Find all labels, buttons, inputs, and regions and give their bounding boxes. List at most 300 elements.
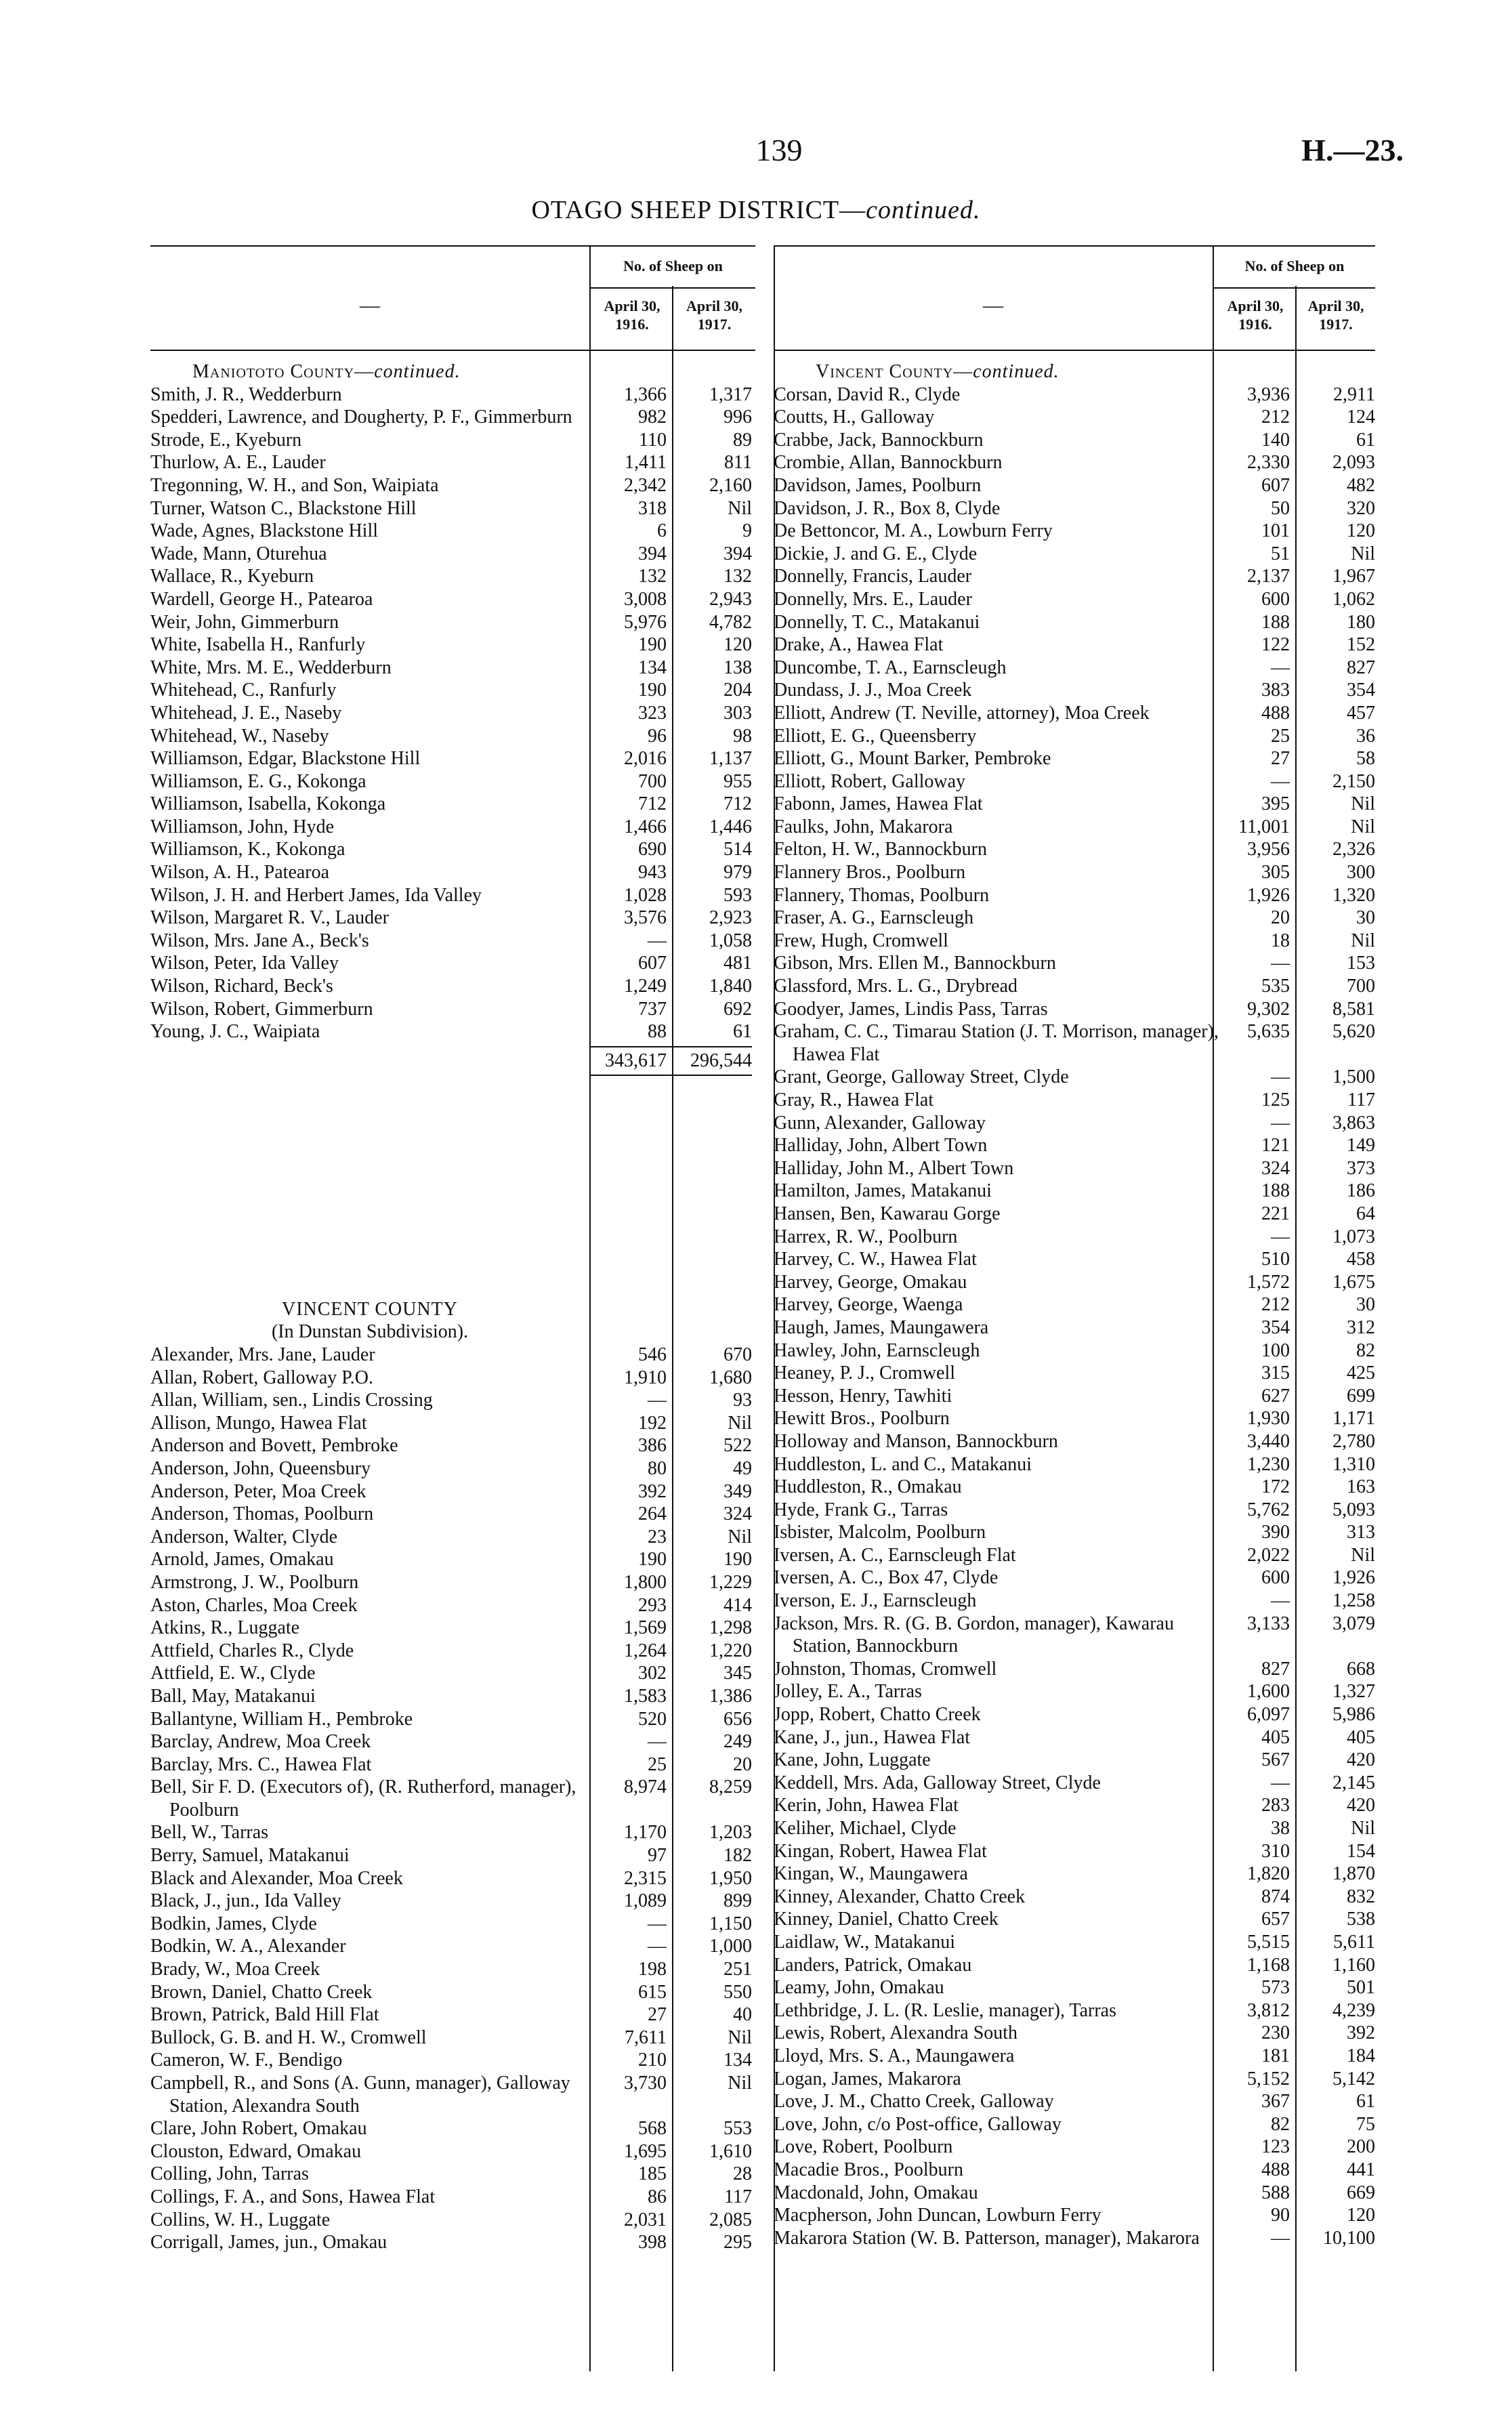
row-name: Whitehead, J. E., Naseby [150, 702, 342, 724]
sheep-1917: 61 [1356, 429, 1375, 451]
row-name: Anderson and Bovett, Pembroke [150, 1435, 398, 1457]
sheep-1916: 82 [1271, 2113, 1290, 2135]
sheep-1917: 1,137 [709, 748, 752, 770]
row-name: Love, Robert, Poolburn [774, 2136, 953, 2158]
table-row [150, 1503, 755, 1526]
table-row [150, 1708, 755, 1731]
row-name: Harrex, R. W., Poolburn [774, 1226, 958, 1247]
sheep-1917: 1,058 [709, 930, 752, 951]
sheep-1916: 90 [1271, 2205, 1290, 2226]
sheep-1916: 121 [1261, 1135, 1290, 1157]
sheep-1917: 1,160 [1332, 1954, 1375, 1976]
table-row [774, 1362, 1375, 1385]
sheep-1917: 98 [733, 725, 752, 747]
sheep-1917: 2,911 [1333, 383, 1375, 405]
sheep-1916: 185 [638, 2163, 667, 2185]
row-name: Love, John, c/o Post-office, Galloway [774, 2113, 1062, 2135]
table-row [150, 702, 755, 725]
sheep-1917: 64 [1356, 1203, 1375, 1224]
table-row [150, 2049, 755, 2072]
sheep-1916: 1,930 [1247, 1408, 1290, 1430]
row-name: Crabbe, Jack, Bannockburn [774, 429, 984, 451]
section-heading-maniototo: Maniototo County—continued. [192, 361, 461, 382]
sheep-1917: 593 [723, 884, 752, 906]
document-reference: H.—23. [1301, 133, 1404, 167]
row-name: Duncombe, T. A., Earnscleugh [774, 657, 1007, 678]
table-row [150, 1617, 755, 1640]
row-name: Arnold, James, Omakau [150, 1549, 334, 1571]
row-name: Cameron, W. F., Bendigo [150, 2050, 343, 2071]
row-name: Graham, C. C., Timarau Station (J. T. Morrison, manager), Hawea Flat [774, 1021, 1219, 1065]
sheep-1917: 3,079 [1332, 1613, 1375, 1634]
row-name: Harvey, George, Waenga [774, 1294, 963, 1316]
sheep-1917: 30 [1356, 907, 1375, 929]
table-row [150, 611, 755, 634]
row-name: Jopp, Robert, Chatto Creek [774, 1704, 981, 1726]
row-name: Jackson, Mrs. R. (G. B. Gordon, manager), Kawarau Station, Bannockburn [774, 1613, 1174, 1657]
sheep-1917: 699 [1347, 1385, 1375, 1407]
table-row [774, 1772, 1375, 1795]
row-name: Armstrong, J. W., Poolburn [150, 1571, 359, 1593]
sheep-1916: 398 [638, 2232, 667, 2253]
row-name: Gunn, Alexander, Galloway [774, 1112, 986, 1134]
table-row [774, 770, 1375, 793]
sheep-1916: 140 [1261, 429, 1290, 451]
row-name: Barclay, Andrew, Moa Creek [150, 1731, 371, 1753]
sheep-1917: 251 [723, 1959, 752, 1980]
table-row [774, 1180, 1375, 1203]
row-name: Donnelly, Francis, Lauder [774, 566, 972, 587]
table-row [150, 884, 755, 907]
table-row [774, 793, 1375, 816]
sheep-1917: 1,150 [709, 1913, 752, 1934]
row-name: White, Mrs. M. E., Wedderburn [150, 657, 392, 678]
row-name: Jolley, E. A., Tarras [774, 1681, 922, 1703]
sheep-1916: 615 [638, 1981, 667, 2003]
sheep-1917: 349 [723, 1480, 752, 1502]
row-name: Lloyd, Mrs. S. A., Maungawera [774, 2045, 1015, 2066]
row-name: Elliott, Robert, Galloway [774, 770, 966, 792]
sheep-1916: — [1271, 770, 1290, 792]
table-row [774, 725, 1375, 748]
table-row [150, 1412, 755, 1435]
row-name: Halliday, John M., Albert Town [774, 1157, 1014, 1179]
table-row [150, 1821, 755, 1844]
table-row [150, 1020, 755, 1043]
row-name: Clouston, Edward, Omakau [150, 2140, 362, 2162]
sheep-1917: 200 [1347, 2136, 1375, 2158]
row-name: Corsan, David R., Clyde [774, 383, 961, 405]
table-row [150, 2140, 755, 2163]
sheep-1916: 6,097 [1247, 1704, 1290, 1726]
sheep-1916: 80 [648, 1457, 667, 1479]
row-name: Wilson, Mrs. Jane A., Beck's [150, 930, 369, 951]
sheep-1917: 392 [1347, 2022, 1375, 2044]
sheep-1916: 982 [638, 407, 667, 428]
sheep-1917: 300 [1347, 862, 1375, 883]
table-row [150, 930, 755, 953]
table-row [150, 1935, 755, 1958]
page-number: 139 [755, 133, 803, 167]
sheep-1917: 120 [1347, 520, 1375, 542]
row-name: White, Isabella H., Ranfurly [150, 634, 366, 656]
table-row [774, 1453, 1375, 1476]
sheep-1917: 514 [723, 839, 752, 860]
table-row [774, 1521, 1375, 1544]
sheep-1917: Nil [728, 2026, 752, 2048]
table-row [774, 2090, 1375, 2113]
sheep-1916: 3,576 [624, 907, 667, 929]
table-row [150, 907, 755, 930]
row-name: Hawley, John, Earnscleugh [774, 1339, 980, 1361]
table-row [774, 588, 1375, 611]
sheep-1916: 1,910 [624, 1367, 667, 1388]
table-row [774, 611, 1375, 634]
sheep-1917: 186 [1347, 1180, 1375, 1202]
row-name: Bell, Sir F. D. (Executors of), (R. Rutherford, manager), Poolburn [150, 1776, 576, 1821]
sheep-1917: 36 [1356, 725, 1375, 747]
table-row [150, 2072, 755, 2117]
sheep-1917: 522 [723, 1435, 752, 1457]
table-row [774, 1726, 1375, 1749]
sheep-1916: 25 [648, 1753, 667, 1775]
sheep-1916: 5,152 [1247, 2068, 1290, 2089]
sheep-1916: 2,330 [1247, 452, 1290, 474]
table-row [774, 2136, 1375, 2159]
sheep-1916: — [648, 1390, 667, 1411]
row-name: Wilson, J. H. and Herbert James, Ida Valley [150, 884, 482, 906]
sheep-1917: 899 [723, 1890, 752, 1912]
row-name: Wilson, A. H., Patearoa [150, 862, 330, 883]
table-row [150, 1730, 755, 1753]
row-name: Keliher, Michael, Clyde [774, 1818, 957, 1839]
sheep-1917: 2,145 [1332, 1772, 1375, 1793]
table-row [774, 1976, 1375, 1999]
sheep-1917: 49 [733, 1457, 752, 1479]
row-name: Allan, Robert, Galloway P.O. [150, 1367, 373, 1388]
row-name: Harvey, George, Omakau [774, 1271, 967, 1293]
sheep-1916: 1,820 [1247, 1863, 1290, 1885]
table-row [150, 520, 755, 543]
sheep-1916: 1,572 [1247, 1271, 1290, 1293]
row-name: Wardell, George H., Patearoa [150, 588, 373, 610]
table-row [774, 1499, 1375, 1522]
row-name: Macadie Bros., Poolburn [774, 2159, 963, 2180]
table-row [150, 679, 755, 702]
sheep-1916: 305 [1261, 862, 1290, 883]
sheep-1917: 553 [723, 2118, 752, 2140]
sheep-1917: 441 [1347, 2159, 1375, 2180]
sheep-1917: 345 [723, 1663, 752, 1684]
sheep-1916: — [1271, 1112, 1290, 1134]
row-name: Coutts, H., Galloway [774, 407, 935, 428]
sheep-1917: 414 [723, 1594, 752, 1616]
sheep-1917: Nil [1351, 543, 1375, 564]
row-name: Williamson, E. G., Kokonga [150, 770, 366, 792]
row-name: Laidlaw, W., Matakanui [774, 1931, 956, 1953]
sheep-1916: 3,440 [1247, 1430, 1290, 1452]
row-name: Hyde, Frank G., Tarras [774, 1499, 948, 1520]
sheep-1917: 1,073 [1332, 1226, 1375, 1247]
sheep-1916: 88 [648, 1021, 667, 1043]
row-name: Kane, J., jun., Hawea Flat [774, 1726, 971, 1748]
sheep-1916: 1,569 [624, 1617, 667, 1639]
table-row [150, 1548, 755, 1571]
row-name: Alexander, Mrs. Jane, Lauder [150, 1344, 375, 1365]
row-name: Glassford, Mrs. L. G., Drybread [774, 976, 1018, 997]
sheep-1916: 188 [1261, 611, 1290, 633]
sheep-1917: 2,150 [1332, 770, 1375, 792]
table-row [774, 1271, 1375, 1294]
sheep-1917: 2,326 [1332, 839, 1375, 860]
sheep-1916: — [1271, 1772, 1290, 1793]
table-row [774, 2159, 1375, 2182]
table-row [774, 975, 1375, 998]
sheep-1916: 827 [1261, 1658, 1290, 1680]
row-name: Anderson, Thomas, Poolburn [150, 1503, 374, 1525]
table-row [150, 838, 755, 861]
row-name: Hansen, Ben, Kawarau Gorge [774, 1203, 1001, 1224]
table-header: — No. of Sheep on April 30, 1916. April 30, 1917. [774, 245, 1375, 351]
sheep-1916: 6 [657, 520, 667, 542]
table-row [150, 1844, 755, 1867]
row-name: Fraser, A. G., Earnscleugh [774, 907, 974, 929]
row-name: Kerin, John, Hawea Flat [774, 1795, 959, 1816]
sheep-1916: — [1271, 1066, 1290, 1088]
sheep-1916: 1,168 [1247, 1954, 1290, 1976]
row-name: Attfield, E. W., Clyde [150, 1663, 316, 1684]
sheep-1916: 737 [638, 998, 667, 1020]
sheep-1917: 93 [733, 1390, 752, 1411]
sheep-1916: 293 [638, 1594, 667, 1616]
row-name: Goodyer, James, Lindis Pass, Tarras [774, 998, 1048, 1020]
sheep-1916: 874 [1261, 1886, 1290, 1907]
table-row [774, 451, 1375, 474]
sheep-1917: 1,317 [709, 383, 752, 405]
table-row [774, 861, 1375, 884]
table-row [150, 793, 755, 816]
row-name: Whitehead, W., Naseby [150, 725, 329, 747]
sheep-1916: 23 [648, 1526, 667, 1547]
row-name: Bodkin, James, Clyde [150, 1913, 317, 1934]
table-row [774, 1749, 1375, 1772]
row-name: Dickie, J. and G. E., Clyde [774, 543, 978, 564]
sheep-1916: 712 [638, 793, 667, 815]
table-row [150, 1640, 755, 1663]
table-row [774, 1226, 1375, 1249]
sheep-1916: 50 [1271, 497, 1290, 519]
table-row [774, 1954, 1375, 1977]
table-row [150, 451, 755, 474]
table-row [774, 1886, 1375, 1909]
sheep-1917: 811 [724, 452, 752, 474]
row-name: Wade, Mann, Oturehua [150, 543, 327, 564]
sheep-1916: 324 [1261, 1157, 1290, 1179]
row-name: Love, J. M., Chatto Creek, Galloway [774, 2091, 1054, 2113]
sheep-1917: 154 [1347, 1840, 1375, 1862]
sheep-1916: 3,133 [1247, 1613, 1290, 1634]
sheep-1916: 11,001 [1238, 816, 1290, 837]
table-row [774, 1544, 1375, 1567]
table-row [774, 2045, 1375, 2068]
row-name: Lewis, Robert, Alexandra South [774, 2022, 1018, 2044]
sheep-1917: 117 [1347, 1089, 1375, 1110]
table-row [150, 1434, 755, 1457]
sheep-1917: Nil [1351, 1544, 1375, 1566]
sheep-1917: 303 [723, 702, 752, 724]
sheep-1916: 3,936 [1247, 383, 1290, 405]
sheep-1917: 1,840 [709, 976, 752, 997]
total-row [150, 1047, 755, 1075]
sheep-1916: 1,249 [624, 976, 667, 997]
table-row [150, 2231, 755, 2254]
row-name: Hewitt Bros., Poolburn [774, 1408, 950, 1430]
sheep-1916: 627 [1261, 1385, 1290, 1407]
sheep-1916: 1,028 [624, 884, 667, 906]
sheep-1917: 420 [1347, 1795, 1375, 1816]
table-row [774, 952, 1375, 975]
sheep-1917: 1,926 [1332, 1567, 1375, 1589]
sheep-1916: 488 [1261, 2159, 1290, 2180]
section-heading-vincent: VINCENT COUNTY [281, 1298, 459, 1320]
row-name: Smith, J. R., Wedderburn [150, 383, 342, 405]
table-row [774, 1589, 1375, 1613]
sheep-1917: 1,680 [709, 1367, 752, 1388]
sheep-1916: 192 [638, 1412, 667, 1434]
row-name: Thurlow, A. E., Lauder [150, 452, 326, 474]
sheep-1916: 5,762 [1247, 1499, 1290, 1520]
sheep-1916: 198 [638, 1959, 667, 1980]
table-row [774, 2022, 1375, 2045]
sheep-1917: 481 [723, 953, 752, 974]
sheep-1916: 657 [1261, 1909, 1290, 1930]
table-row [774, 1931, 1375, 1954]
row-name: Donnelly, Mrs. E., Lauder [774, 588, 972, 610]
sheep-1917: 2,780 [1332, 1430, 1375, 1452]
sheep-1916: — [648, 930, 667, 951]
sheep-1917: 153 [1347, 953, 1375, 974]
table-row [774, 657, 1375, 680]
sheep-1916: 1,926 [1247, 884, 1290, 906]
table-row [150, 1344, 755, 1367]
table-row [774, 816, 1375, 839]
sheep-1916: 1,230 [1247, 1453, 1290, 1475]
sheep-1916: 264 [638, 1503, 667, 1525]
sheep-1917: 420 [1347, 1749, 1375, 1771]
sheep-1916: 310 [1261, 1840, 1290, 1862]
row-name: Iversen, A. C., Earnscleugh Flat [774, 1544, 1016, 1566]
row-name: Davidson, J. R., Box 8, Clyde [774, 497, 1001, 519]
sheep-1917: 1,320 [1332, 884, 1375, 906]
row-name: Anderson, John, Queensbury [150, 1457, 371, 1479]
table-row [774, 1863, 1375, 1886]
sheep-1916: 1,466 [624, 816, 667, 837]
sheep-1917: Nil [728, 2073, 752, 2094]
table-row [150, 861, 755, 884]
sheep-1916: 573 [1261, 1977, 1290, 1999]
sheep-1916: 101 [1261, 520, 1290, 542]
sheep-1917: Nil [728, 1526, 752, 1547]
table-row [150, 975, 755, 998]
row-name: Clare, John Robert, Omakau [150, 2118, 367, 2140]
sheep-1917: 1,220 [709, 1640, 752, 1661]
sheep-1917: 10,100 [1323, 2227, 1375, 2249]
table-row [774, 1908, 1375, 1931]
sheep-1917: 120 [723, 634, 752, 656]
sheep-1917: Nil [728, 1412, 752, 1434]
sheep-1916: 394 [638, 543, 667, 564]
sheep-1916: 600 [1261, 1567, 1290, 1589]
table-row [150, 1480, 755, 1503]
row-name: Holloway and Manson, Bannockburn [774, 1430, 1058, 1452]
sheep-1916: 567 [1261, 1749, 1290, 1771]
sheep-1916: 25 [1271, 725, 1290, 747]
sheep-1917: 61 [1356, 2091, 1375, 2113]
table-row [150, 1389, 755, 1412]
sheep-1917: 184 [1347, 2045, 1375, 2066]
table-row [150, 725, 755, 748]
table-row [774, 907, 1375, 930]
total-1916: 343,617 [605, 1049, 667, 1071]
sheep-1916: 172 [1261, 1476, 1290, 1498]
sheep-1917: 394 [723, 543, 752, 564]
sheep-1917: 670 [723, 1344, 752, 1365]
row-name: Leamy, John, Omakau [774, 1977, 944, 1999]
sheep-1917: 5,093 [1332, 1499, 1375, 1520]
sheep-1916: 2,016 [624, 748, 667, 770]
table-row [774, 497, 1375, 520]
sheep-1916: 600 [1261, 588, 1290, 610]
row-name: Whitehead, C., Ranfurly [150, 680, 337, 701]
row-name: Brown, Daniel, Chatto Creek [150, 1981, 373, 2003]
row-name: Anderson, Peter, Moa Creek [150, 1480, 366, 1502]
table-row [150, 1526, 755, 1549]
row-name: Makarora Station (W. B. Patterson, manager), Makarora [774, 2227, 1200, 2249]
sheep-1916: — [648, 1936, 667, 1957]
sheep-1916: 318 [638, 497, 667, 519]
sheep-1917: 712 [723, 793, 752, 815]
sheep-1916: 123 [1261, 2136, 1290, 2158]
sheep-1916: 588 [1261, 2182, 1290, 2203]
sheep-1917: 354 [1347, 680, 1375, 701]
sheep-1917: 668 [1347, 1658, 1375, 1680]
row-name: Macdonald, John, Omakau [774, 2182, 978, 2203]
sheep-1917: 134 [723, 2050, 752, 2071]
sheep-1916: 210 [638, 2050, 667, 2071]
sheep-1917: 138 [723, 657, 752, 678]
sheep-1917: Nil [728, 497, 752, 519]
right-table [774, 245, 1375, 2373]
sheep-1916: — [1271, 1590, 1290, 1612]
sheep-1917: 2,160 [709, 474, 752, 496]
table-row [150, 1594, 755, 1617]
table-row [774, 1339, 1375, 1363]
sheep-1917: 1,258 [1332, 1590, 1375, 1612]
sheep-1917: 538 [1347, 1909, 1375, 1930]
row-name: Brady, W., Moa Creek [150, 1959, 320, 1980]
sheep-1916: — [648, 1913, 667, 1934]
sheep-1916: 302 [638, 1663, 667, 1684]
sheep-1917: 692 [723, 998, 752, 1020]
sheep-1916: 405 [1261, 1726, 1290, 1748]
sheep-1916: 110 [639, 429, 667, 451]
sheep-1917: 61 [733, 1021, 752, 1043]
table-row [774, 565, 1375, 588]
row-name: Elliott, E. G., Queensberry [774, 725, 977, 747]
sheep-1917: 75 [1356, 2113, 1375, 2135]
row-name: Frew, Hugh, Cromwell [774, 930, 948, 951]
sheep-1916: 392 [638, 1480, 667, 1502]
